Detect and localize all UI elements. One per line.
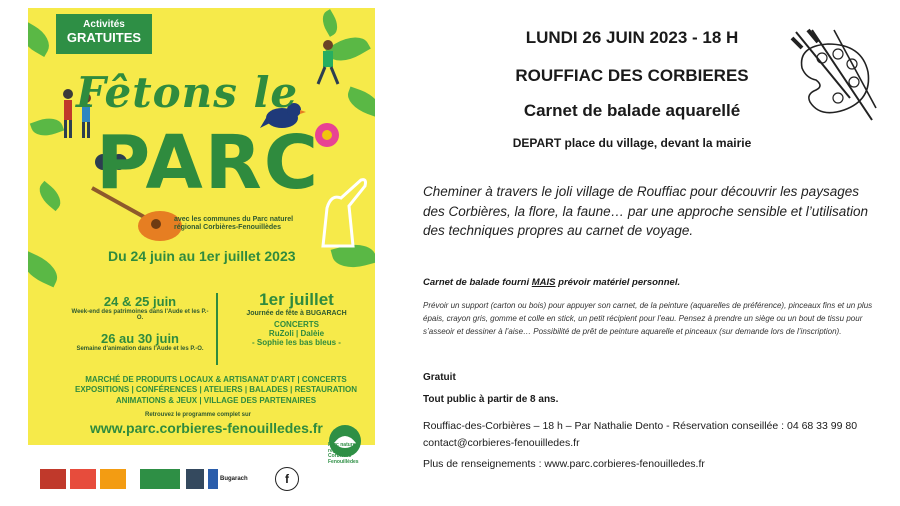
poster-title-line2: PARC [96,120,321,206]
park-logo-text: Parc naturel régional Corbières Fenouillèdes [328,442,359,465]
pyrenees-logo [100,469,126,489]
region-logo [40,469,66,489]
left-date2: 26 au 30 juin [100,331,180,346]
bugarach-label: Bugarach [220,476,248,482]
poster-communes: avec les communes du Parc naturel régional Corbières-Fenouillèdes [174,216,294,232]
poster-find-program: Retrouvez le programme complet sur [144,412,252,418]
leaf-decoration [34,181,66,211]
right-date: 1er juillet [259,290,334,309]
leaf-decoration [318,9,342,37]
poster-title-line1: Fêtons le [76,68,299,117]
hand-illustration [313,158,373,248]
departure-info: DEPART place du village, devant la mairie [512,136,752,150]
poster-divider [216,293,218,365]
left-date1: 24 & 25 juin [103,294,177,309]
left-desc1: Week-end des patrimoines dans l'Aude et les P.-O. [71,309,209,321]
carnet-note [423,277,883,288]
audience-label: Tout public à partir de 8 ans. [423,394,559,405]
carnet-note-pre: Carnet de balade fourni [423,277,532,288]
leaf-decoration [28,21,55,57]
concerts-bands1: RuZoli | Dalèie [268,329,325,338]
republic-logo [186,469,204,489]
leaf-decoration [28,251,63,288]
badge-line1: Activités [83,19,125,30]
intro-paragraph: Cheminer à travers le joli village de Rouffiac pour découvrir les paysages des Corbières, la flore, la faune… par une approche sensible et l’utilisation des techniques propres au carnet de voyage. [423,184,869,239]
poster-url: www.parc.corbieres-fenouilledes.fr [90,420,323,436]
right-desc: Journée de fête à BUGARACH [246,310,347,317]
price-label: Gratuit [423,372,456,383]
event-date: LUNDI 26 JUIN 2023 - 18 H [525,28,739,47]
palette-icon [788,28,880,124]
bugarach-logo [208,469,218,489]
contact-info: Rouffiac-des-Corbières – 18 h – Par Nathalie Dento - Réservation conseillée : 04 68 33 99 80 contact@corbieres-fenouilledes.fr [423,420,858,449]
more-info: Plus de renseignements : www.parc.corbieres-fenouilledes.fr [423,458,705,470]
poster-footer [28,442,375,498]
equipment-paragraph: Prévoir un support (carton ou bois) pour appuyer son carnet, de la peinture (aquarelles de préférence), pinceaux fins et un plus épais, crayon gris, gomme et colle en stick, un petit récipient pour l’eau. Pensez à prendre un siège ou un bout de tissu pour s’asseoir et dessiner à l’aise… Possibilité de prêt de peinture aquarelle et pinceaux (sur demande lors de l’inscription). [423,301,873,336]
concerts-bands2: - Sophie les bas bleus - [252,338,341,347]
badge-line2: GRATUITES [66,29,142,45]
event-title: Carnet de balade aquarellé [523,101,741,120]
community-logo [140,469,180,489]
poster-left-program [70,294,210,352]
free-activities-badge [56,14,152,54]
event-place: ROUFFIAC DES CORBIERES [515,66,749,85]
facebook-icon: f [275,467,299,491]
poster-right-program [224,290,369,347]
poster-dates: Du 24 juin au 1er juillet 2023 [108,248,296,264]
concerts-label: CONCERTS [274,320,319,329]
carnet-note-post: prévoir matériel personnel. [555,277,681,288]
hiker-illustration [310,38,346,88]
leaf-decoration [344,86,375,117]
department-logo [70,469,96,489]
poster-activities: MARCHÉ DE PRODUITS LOCAUX & ARTISANAT D'ART | CONCERTS EXPOSITIONS | CONFÉRENCES | ATELIERS | BALADES | RESTAURATION ANIMATIONS & JEUX | VILLAGE DES PARTENAIRES [74,375,357,405]
carnet-note-mais: MAIS [531,277,556,288]
event-poster [28,8,375,498]
left-desc2: Semaine d'animation dans l'Aude et les P.-O. [76,346,204,352]
